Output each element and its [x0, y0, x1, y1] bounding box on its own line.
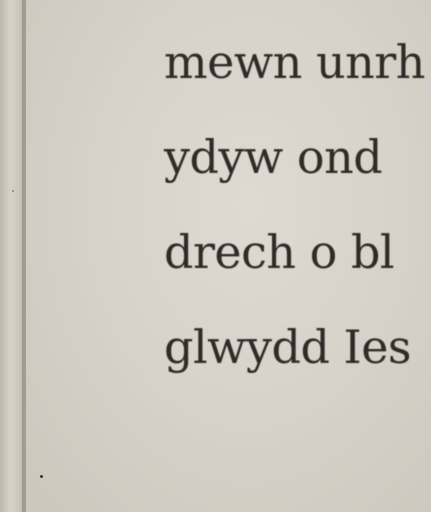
ink-speck — [12, 190, 14, 192]
book-page — [26, 0, 431, 512]
page-text — [164, 34, 425, 376]
text-line-2: ydyw ond — [164, 130, 383, 184]
text-line-4: glwydd Ies — [164, 320, 412, 374]
text-line-1: mewn unrh — [164, 35, 425, 89]
ink-speck — [40, 475, 43, 478]
text-line-3: drech o bl — [164, 225, 395, 279]
